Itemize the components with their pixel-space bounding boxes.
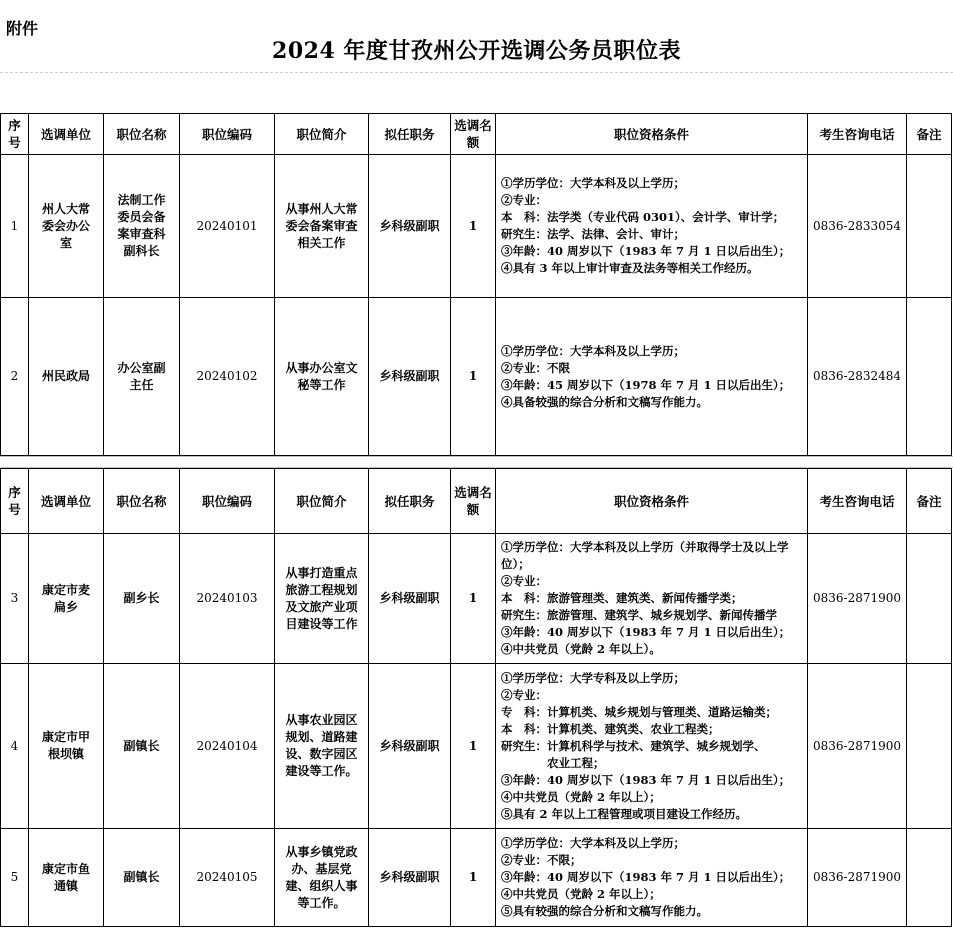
requirement-line: ①学历学位：大学本科及以上学历； <box>501 343 685 358</box>
cell-intro: 从事办公室文秘等工作 <box>275 298 369 456</box>
header-requirements: 职位资格条件 <box>496 114 808 155</box>
header-quota: 选调名额 <box>451 114 496 155</box>
cell-position-code: 20240102 <box>180 298 275 456</box>
cell-intro: 从事乡镇党政办、基层党建、组织人事等工作。 <box>275 829 369 927</box>
cell-seq: 5 <box>1 829 29 927</box>
requirement-line: ⑤具有较强的综合分析和文稿写作能力。 <box>501 904 708 918</box>
table-row <box>1 664 952 829</box>
cell-remarks <box>907 829 952 927</box>
requirement-line: 本 科：法学类（专业代码 0301）、会计学、审计学； <box>501 210 785 224</box>
requirement-line: ③年龄：40 周岁以下（1983 年 7 月 1 日以后出生）； <box>501 870 791 884</box>
requirement-line: ①学历学位：大学本科及以上学历（并取得学士及以上学位）； <box>501 540 789 571</box>
table-header-row <box>1 114 952 155</box>
header-position-name: 职位名称 <box>104 469 180 534</box>
cell-intro: 从事农业园区规划、道路建设、数字园区建设等工作。 <box>275 664 369 829</box>
requirement-line: ③年龄：40 周岁以下（1983 年 7 月 1 日以后出生）； <box>501 772 791 787</box>
cell-phone: 0836-2871900 <box>808 534 907 664</box>
document-title: 2024 年度甘孜州公开选调公务员职位表 <box>272 38 681 64</box>
cell-phone: 0836-2833054 <box>808 155 907 298</box>
attachment-label: 附件 <box>6 19 39 38</box>
requirement-line: ⑤具有 2 年以上工程管理或项目建设工作经历。 <box>501 806 748 821</box>
header-divider <box>0 72 953 73</box>
table-row <box>1 298 952 456</box>
cell-duty: 乡科级副职 <box>369 298 451 456</box>
header-requirements: 职位资格条件 <box>496 469 808 534</box>
requirement-line: 本 科：计算机类、建筑类、农业工程类； <box>501 721 720 736</box>
header-unit: 选调单位 <box>29 114 104 155</box>
cell-duty: 乡科级副职 <box>369 829 451 927</box>
table-row <box>1 829 952 927</box>
requirement-line: ②专业： <box>501 687 547 702</box>
cell-requirements <box>496 829 808 927</box>
cell-duty: 乡科级副职 <box>369 155 451 298</box>
header-phone: 考生咨询电话 <box>808 469 907 534</box>
requirement-line: 本 科：旅游管理类、建筑类、新闻传播学类； <box>501 591 743 605</box>
requirement-line: 研究生：法学、法律、会计、审计； <box>501 227 685 241</box>
requirement-line: 农业工程； <box>501 755 605 770</box>
cell-quota: 1 <box>451 829 496 927</box>
cell-position-name: 法制工作委员会备案审查科副科长 <box>104 155 180 298</box>
cell-duty: 乡科级副职 <box>369 664 451 829</box>
cell-intro: 从事打造重点旅游工程规划及文旅产业项目建设等工作 <box>275 534 369 664</box>
header-duty: 拟任职务 <box>369 469 451 534</box>
requirement-line: ③年龄：40 周岁以下（1983 年 7 月 1 日以后出生）； <box>501 244 791 258</box>
requirement-line: ④具有 3 年以上审计审查及法务等相关工作经历。 <box>501 261 759 275</box>
cell-requirements <box>496 534 808 664</box>
requirement-line: ③年龄：40 周岁以下（1983 年 7 月 1 日以后出生）； <box>501 625 791 639</box>
cell-requirements <box>496 298 808 456</box>
requirement-line: ①学历学位：大学本科及以上学历； <box>501 176 685 190</box>
cell-seq: 2 <box>1 298 29 456</box>
cell-duty: 乡科级副职 <box>369 534 451 664</box>
cell-seq: 4 <box>1 664 29 829</box>
header-remarks: 备注 <box>907 114 952 155</box>
requirement-line: ②专业：不限； <box>501 853 582 867</box>
header-intro: 职位简介 <box>275 469 369 534</box>
header-position-code: 职位编码 <box>180 469 275 534</box>
cell-quota: 1 <box>451 534 496 664</box>
requirement-line: ④中共党员（党龄 2 年以上）； <box>501 887 661 901</box>
requirement-line: 研究生：旅游管理、建筑学、城乡规划学、新闻传播学 <box>501 608 777 622</box>
cell-position-name: 办公室副主任 <box>104 298 180 456</box>
requirement-line: ②专业：不限 <box>501 360 570 375</box>
header-quota: 选调名额 <box>451 469 496 534</box>
header-remarks: 备注 <box>907 469 952 534</box>
table-row <box>1 534 952 664</box>
table-row <box>1 155 952 298</box>
cell-position-code: 20240105 <box>180 829 275 927</box>
requirement-line: ④具备较强的综合分析和文稿写作能力。 <box>501 394 708 409</box>
cell-requirements <box>496 155 808 298</box>
cell-remarks <box>907 155 952 298</box>
requirement-line: ①学历学位：大学专科及以上学历； <box>501 670 685 685</box>
cell-unit: 州民政局 <box>29 298 104 456</box>
cell-position-code: 20240103 <box>180 534 275 664</box>
cell-seq: 3 <box>1 534 29 664</box>
requirement-line: ④中共党员（党龄 2 年以上）； <box>501 789 661 804</box>
header-intro: 职位简介 <box>275 114 369 155</box>
header-seq: 序号 <box>1 114 29 155</box>
requirement-line: ④中共党员（党龄 2 年以上）。 <box>501 642 661 656</box>
cell-phone: 0836-2871900 <box>808 664 907 829</box>
cell-unit: 康定市鱼通镇 <box>29 829 104 927</box>
cell-unit: 康定市麦扁乡 <box>29 534 104 664</box>
position-table-page-2 <box>0 468 952 927</box>
cell-position-name: 副镇长 <box>104 829 180 927</box>
cell-remarks <box>907 664 952 829</box>
header-seq: 序号 <box>1 469 29 534</box>
cell-quota: 1 <box>451 664 496 829</box>
header-unit: 选调单位 <box>29 469 104 534</box>
header-duty: 拟任职务 <box>369 114 451 155</box>
cell-unit: 州人大常委会办公室 <box>29 155 104 298</box>
requirement-line: ②专业： <box>501 574 547 588</box>
cell-position-code: 20240104 <box>180 664 275 829</box>
cell-requirements <box>496 664 808 829</box>
cell-phone: 0836-2871900 <box>808 829 907 927</box>
cell-remarks <box>907 298 952 456</box>
requirement-line: 专 科：计算机类、城乡规划与管理类、道路运输类； <box>501 704 777 719</box>
table-header-row <box>1 469 952 534</box>
header-position-code: 职位编码 <box>180 114 275 155</box>
cell-quota: 1 <box>451 155 496 298</box>
cell-seq: 1 <box>1 155 29 298</box>
cell-intro: 从事州人大常委会备案审查相关工作 <box>275 155 369 298</box>
requirement-line: ②专业： <box>501 193 547 207</box>
cell-position-name: 副镇长 <box>104 664 180 829</box>
cell-position-name: 副乡长 <box>104 534 180 664</box>
header-position-name: 职位名称 <box>104 114 180 155</box>
cell-remarks <box>907 534 952 664</box>
requirement-line: ①学历学位：大学本科及以上学历； <box>501 836 685 850</box>
requirement-line: 研究生：计算机科学与技术、建筑学、城乡规划学、 <box>501 738 766 753</box>
position-table-page-1 <box>0 113 952 456</box>
cell-unit: 康定市甲根坝镇 <box>29 664 104 829</box>
header-phone: 考生咨询电话 <box>808 114 907 155</box>
cell-phone: 0836-2832484 <box>808 298 907 456</box>
cell-position-code: 20240101 <box>180 155 275 298</box>
cell-quota: 1 <box>451 298 496 456</box>
requirement-line: ③年龄：45 周岁以下（1978 年 7 月 1 日以后出生）； <box>501 377 791 392</box>
page-break <box>0 456 953 468</box>
